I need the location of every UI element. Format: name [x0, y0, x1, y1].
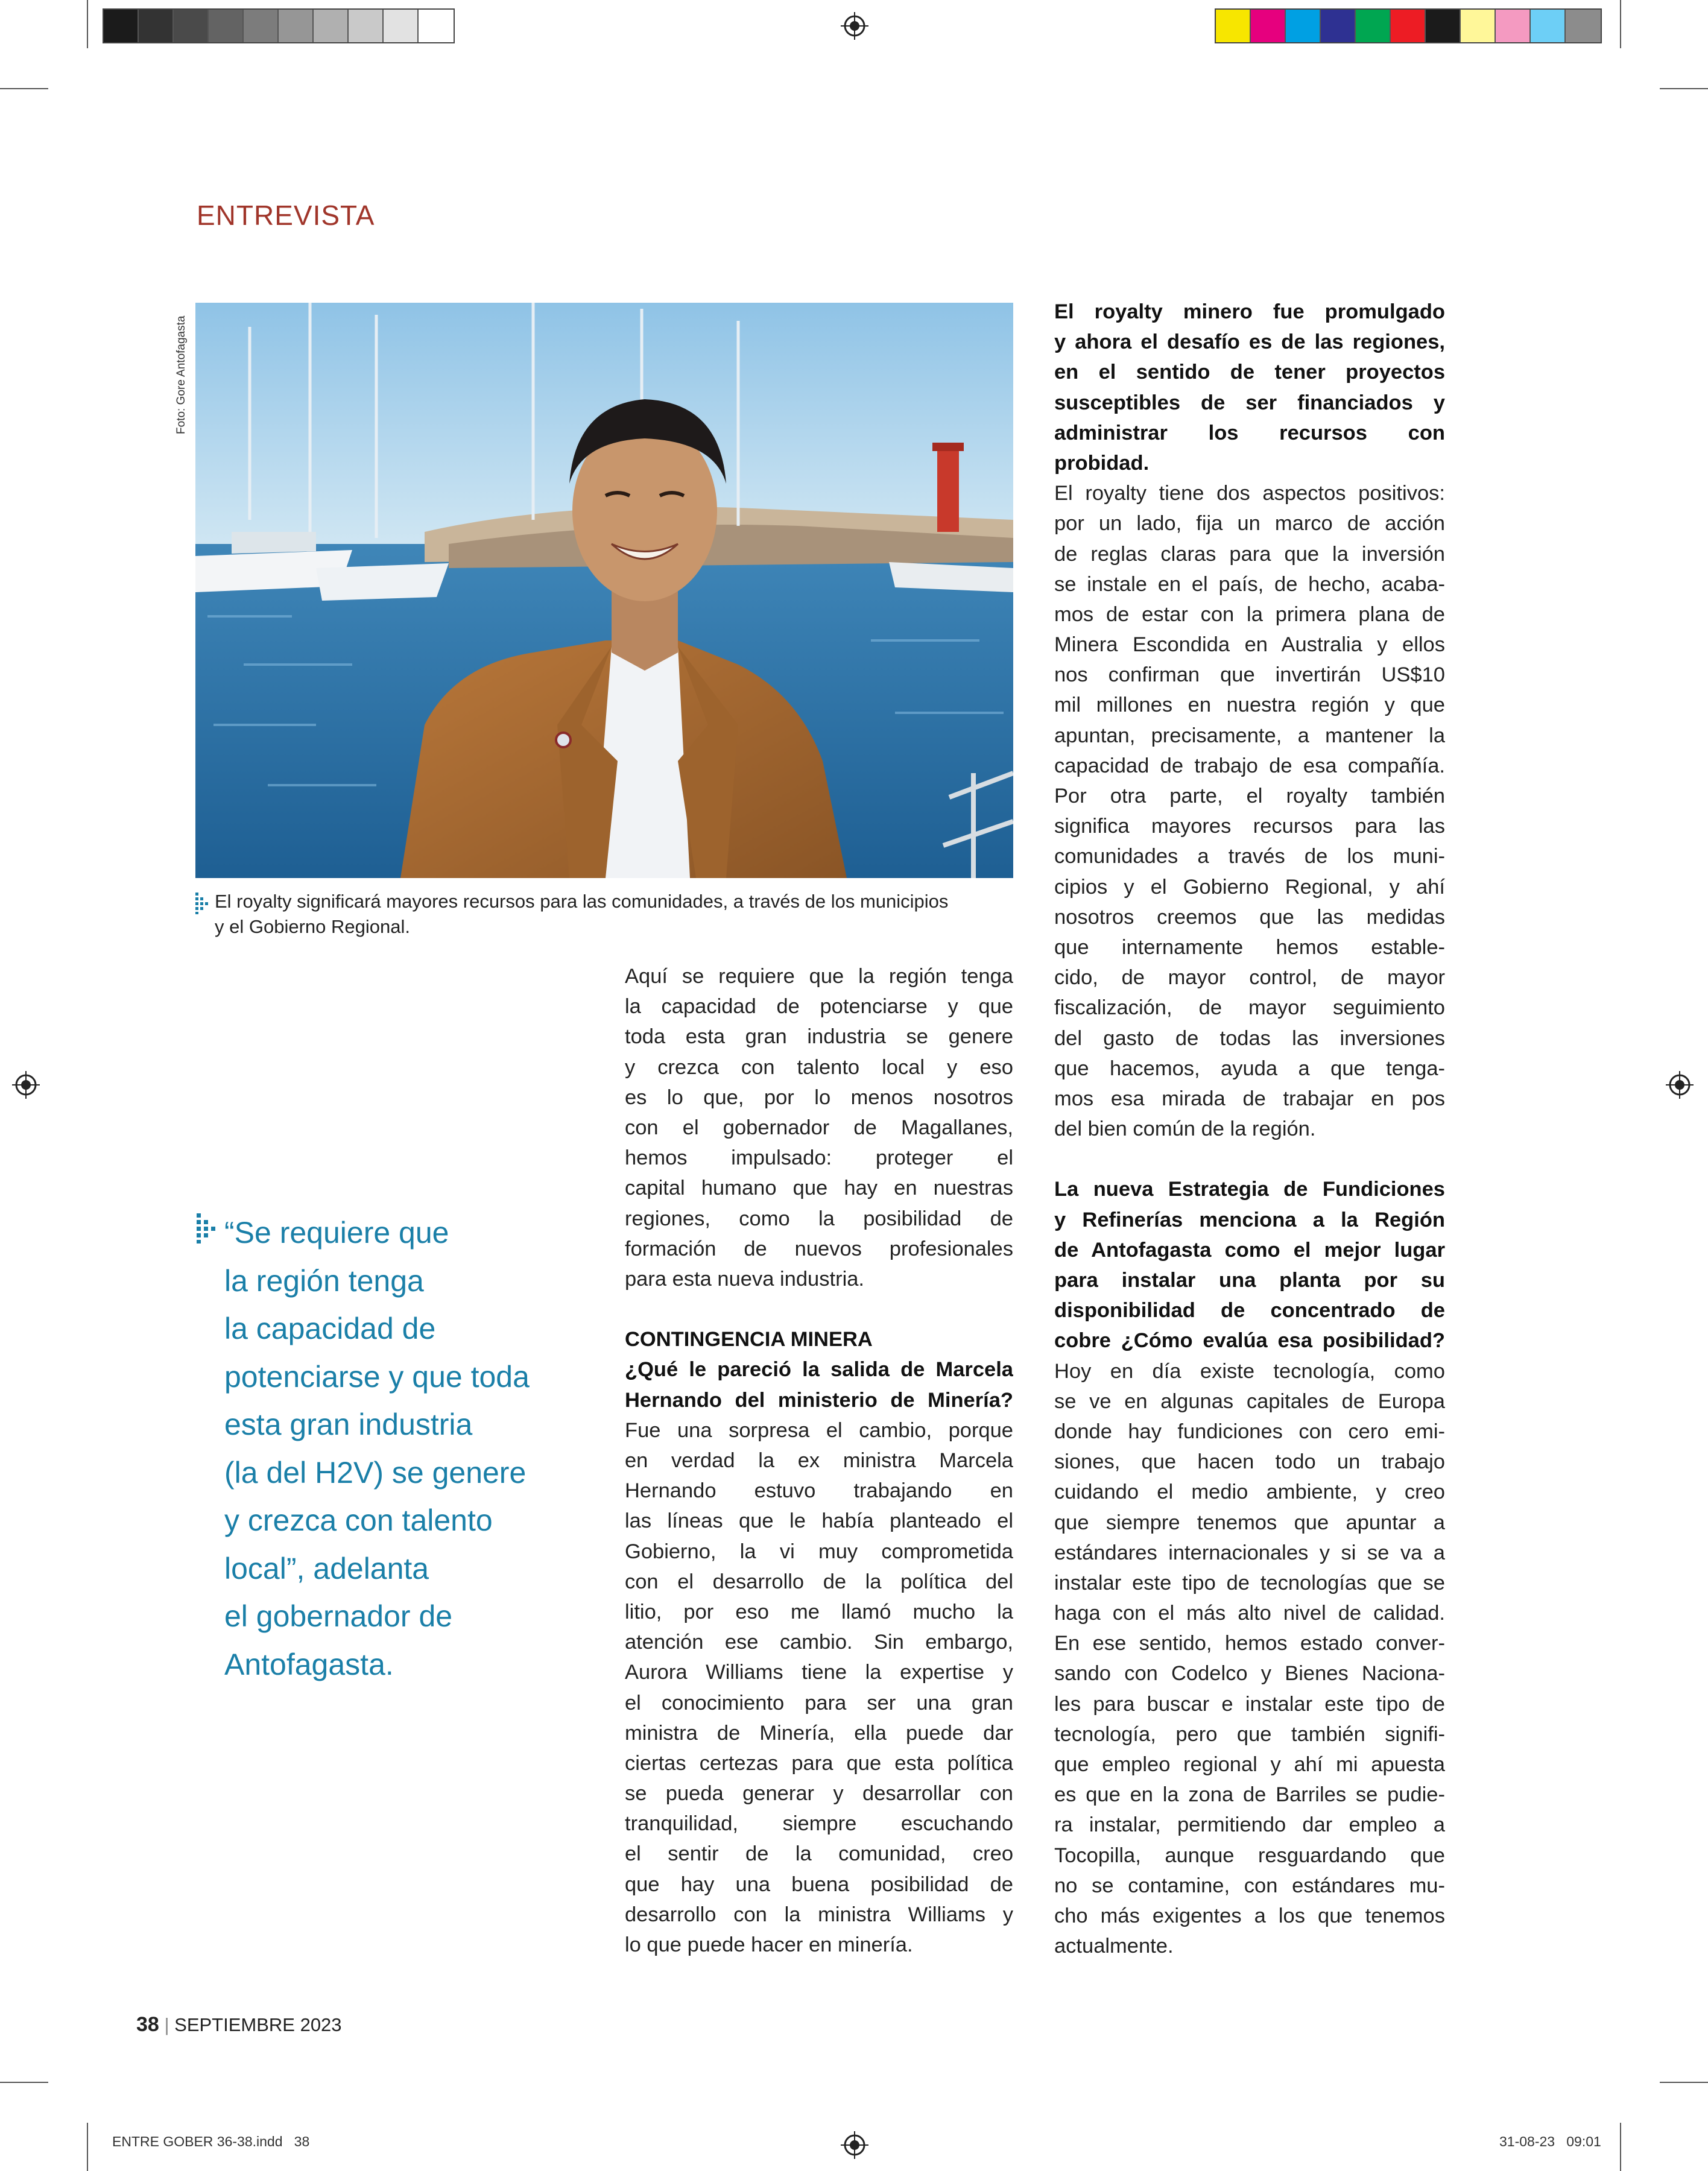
- text-line: atención ese cambio. Sin embargo,: [625, 1631, 1013, 1654]
- text-line: mos esa mirada de trabajar en pos: [1054, 1087, 1445, 1110]
- color-swatch: [384, 10, 419, 42]
- paragraph: [1054, 478, 1445, 1144]
- caption-line: El royalty significará mayores recursos para las comunidades, a través de los municipios: [215, 891, 949, 912]
- color-swatch: [1426, 10, 1461, 42]
- registration-mark-icon: [12, 1071, 40, 1099]
- text-line: Aquí se requiere que la región tenga: [625, 965, 1013, 988]
- color-swatch: [174, 10, 209, 42]
- text-line: las líneas que le había planteado el: [625, 1509, 1013, 1533]
- pull-quote-line: potenciarse y que toda: [224, 1359, 530, 1394]
- text-line: estándares internacionales y si se va a: [1054, 1541, 1445, 1564]
- text-line: significa mayores recursos para las: [1054, 815, 1445, 838]
- color-swatch: [1251, 10, 1286, 42]
- quote-bullet-icon: [197, 1213, 217, 1244]
- text-line: regiones, como la posibilidad de: [625, 1207, 1013, 1230]
- crop-mark: [87, 2123, 88, 2171]
- crop-mark: [1660, 88, 1708, 89]
- text-line: En ese sentido, hemos estado conver-: [1054, 1632, 1445, 1655]
- question-line: El royalty minero fue promulgado: [1054, 300, 1445, 323]
- text-line: cuidando el medio ambiente, y creo: [1054, 1481, 1445, 1504]
- text-line: Tocopilla, aunque resguardando que: [1054, 1844, 1445, 1867]
- text-line: les para buscar e instalar este tipo de: [1054, 1692, 1445, 1716]
- question: [1054, 297, 1445, 478]
- page-folio: [136, 2013, 342, 2037]
- question-line: susceptibles de ser financiados y: [1054, 391, 1445, 414]
- gray-calibration-bar: [103, 8, 455, 43]
- text-line: Aurora Williams tiene la expertise y: [625, 1661, 1013, 1684]
- color-swatch: [209, 10, 244, 42]
- text-line: es que en la zona de Barriles se pudie-: [1054, 1783, 1445, 1807]
- issue-date: SEPTIEMBRE 2023: [174, 2014, 342, 2035]
- question-line: en el sentido de tener proyectos: [1054, 361, 1445, 384]
- text-line: la capacidad de potenciarse y que: [625, 995, 1013, 1019]
- question-line: probidad.: [1054, 451, 1150, 475]
- text-line: con el gobernador de Magallanes,: [625, 1116, 1013, 1139]
- text-line: tranquilidad, siempre escuchando: [625, 1812, 1013, 1836]
- crop-mark: [87, 0, 88, 48]
- color-swatch: [1496, 10, 1531, 42]
- text-line: apuntan, precisamente, a mantener la: [1054, 724, 1445, 747]
- text-line: que internamente hemos estable-: [1054, 935, 1445, 959]
- text-line: con el desarrollo de la política del: [625, 1570, 1013, 1593]
- color-swatch: [349, 10, 384, 42]
- text-line: cipios y el Gobierno Regional, y ahí: [1054, 875, 1445, 899]
- photo-caption: [215, 889, 1014, 940]
- text-line: el conocimiento para ser una gran: [625, 1691, 1013, 1714]
- text-line: ministra de Minería, ella puede dar: [625, 1721, 1013, 1745]
- question-line: y Refinerías menciona a la Región: [1054, 1208, 1445, 1231]
- color-swatch: [1321, 10, 1356, 42]
- question-line: disponibilidad de concentrado de: [1054, 1299, 1445, 1323]
- text-line: litio, por eso me llamó mucho la: [625, 1600, 1013, 1623]
- print-slug-date: 31-08-23 09:01: [1499, 2134, 1601, 2149]
- text-line: Hoy en día existe tecnología, como: [1054, 1359, 1445, 1383]
- pull-quote-line: la región tenga: [224, 1263, 424, 1298]
- pull-quote-line: “Se requiere que: [224, 1216, 449, 1250]
- question: [1054, 1174, 1445, 1356]
- text-line: se ve en algunas capitales de Europa: [1054, 1389, 1445, 1413]
- text-line: Minera Escondida en Australia y ellos: [1054, 633, 1445, 657]
- text-line: nosotros creemos que las medidas: [1054, 905, 1445, 929]
- text-line: por un lado, fija un marco de acción: [1054, 512, 1445, 536]
- crop-mark: [1620, 0, 1621, 48]
- caption-line: y el Gobierno Regional.: [215, 916, 410, 937]
- text-line: fiscalización, de mayor seguimiento: [1054, 996, 1445, 1020]
- color-calibration-bar: [1215, 8, 1602, 43]
- question-line: de Antofagasta como el mejor lugar: [1054, 1238, 1445, 1262]
- pull-quote-line: (la del H2V) se genere: [224, 1455, 527, 1490]
- registration-mark-icon: [841, 12, 868, 40]
- text-line: que hay una buena posibilidad de: [625, 1872, 1013, 1896]
- question-line: cobre ¿Cómo evalúa esa posibilidad?: [1054, 1329, 1445, 1353]
- text-line: del bien común de la región.: [1054, 1117, 1316, 1141]
- body-column-middle: [625, 961, 1013, 1960]
- page-number: 38: [136, 2013, 159, 2036]
- question-line: Hernando del ministerio de Minería?: [625, 1388, 1013, 1412]
- text-line: donde hay fundiciones con cero emi-: [1054, 1420, 1445, 1443]
- crop-mark: [0, 2082, 48, 2083]
- text-line: para esta nueva industria.: [625, 1267, 865, 1291]
- question-line: ¿Qué le pareció la salida de Marcela: [625, 1358, 1013, 1382]
- pull-quote-line: el gobernador de: [224, 1599, 453, 1633]
- color-swatch: [419, 10, 454, 42]
- text-line: del gasto de todas las inversiones: [1054, 1026, 1445, 1050]
- pull-quote-line: Antofagasta.: [224, 1647, 394, 1681]
- text-line: que hacemos, ayuda a que tenga-: [1054, 1057, 1445, 1080]
- text-line: El royalty tiene dos aspectos positivos:: [1054, 482, 1445, 505]
- caption-bullet-icon: [195, 893, 209, 914]
- text-line: tecnología, pero que también signifi-: [1054, 1722, 1445, 1746]
- text-line: de reglas claras para que la inversión: [1054, 542, 1445, 566]
- color-swatch: [1566, 10, 1601, 42]
- color-swatch: [104, 10, 139, 42]
- text-line: mos de estar con la primera plana de: [1054, 602, 1445, 626]
- section-subhead: CONTINGENCIA MINERA: [625, 1328, 873, 1351]
- paragraph: [625, 1415, 1013, 1960]
- text-line: lo que puede hacer en minería.: [625, 1933, 913, 1956]
- text-line: formación de nuevos profesionales: [625, 1237, 1013, 1260]
- text-line: actualmente.: [1054, 1935, 1174, 1958]
- pull-quote-line: la capacidad de: [224, 1312, 436, 1345]
- text-line: es lo que, por lo menos nosotros: [625, 1086, 1013, 1109]
- crop-mark: [0, 88, 48, 89]
- print-slug-file: ENTRE GOBER 36-38.indd 38: [112, 2134, 310, 2149]
- photo-credit: Foto: Gore Antofagasta: [175, 315, 188, 434]
- text-line: haga con el más alto nivel de calidad.: [1054, 1602, 1445, 1625]
- paragraph: [1054, 1356, 1445, 1962]
- text-line: Gobierno, la vi muy comprometida: [625, 1540, 1013, 1563]
- crop-mark: [1660, 2082, 1708, 2083]
- registration-mark-icon: [841, 2131, 868, 2159]
- text-line: se instale en el país, de hecho, acaba-: [1054, 572, 1445, 596]
- text-line: sando con Codelco y Bienes Naciona-: [1054, 1662, 1445, 1686]
- text-line: hemos impulsado: proteger el: [625, 1146, 1013, 1170]
- question-line: y ahora el desafío es de las regiones,: [1054, 330, 1445, 354]
- text-line: no se contamine, con estándares mu-: [1054, 1874, 1445, 1897]
- text-line: nos confirman que invertirán US$10: [1054, 663, 1445, 687]
- text-line: en verdad la ex ministra Marcela: [625, 1449, 1013, 1472]
- text-line: capacidad de trabajo de esa compañía.: [1054, 754, 1445, 777]
- pull-quote-line: esta gran industria: [224, 1408, 473, 1441]
- color-swatch: [1356, 10, 1391, 42]
- text-line: capital humano que hay en nuestras: [625, 1177, 1013, 1200]
- body-column-right: [1054, 297, 1445, 1961]
- color-swatch: [1216, 10, 1251, 42]
- text-line: que siempre tenemos que apuntar a: [1054, 1511, 1445, 1534]
- color-swatch: [1531, 10, 1566, 42]
- text-line: cho más exigentes a los que tenemos: [1054, 1904, 1445, 1927]
- section-label: ENTREVISTA: [197, 200, 375, 231]
- pull-quote-line: y crezca con talento: [224, 1503, 493, 1537]
- text-line: Por otra parte, el royalty también: [1054, 785, 1445, 807]
- crop-mark: [1620, 2123, 1621, 2171]
- color-swatch: [1391, 10, 1426, 42]
- text-line: se pueda generar y desarrollar con: [625, 1782, 1013, 1806]
- text-line: instalar este tipo de tecnologías que se: [1054, 1571, 1445, 1594]
- question-line: La nueva Estrategia de Fundiciones: [1054, 1178, 1445, 1201]
- color-swatch: [244, 10, 279, 42]
- text-line: siones, que hacen todo un trabajo: [1054, 1450, 1445, 1474]
- color-swatch: [1286, 10, 1321, 42]
- text-line: el sentir de la comunidad, creo: [625, 1842, 1013, 1866]
- question: [625, 1354, 1013, 1415]
- pull-quote-line: local”, adelanta: [224, 1551, 429, 1585]
- color-swatch: [279, 10, 314, 42]
- text-line: que empleo regional y ahí mi apuesta: [1054, 1753, 1445, 1776]
- color-swatch: [139, 10, 174, 42]
- text-line: comunidades a través de los muni-: [1054, 845, 1445, 868]
- paragraph: [625, 961, 1013, 1294]
- text-line: y crezca con talento local y eso: [625, 1055, 1013, 1079]
- text-line: Hernando estuvo trabajando en: [625, 1479, 1013, 1503]
- text-line: mil millones en nuestra región y que: [1054, 694, 1445, 717]
- color-swatch: [1461, 10, 1496, 42]
- color-swatch: [314, 10, 349, 42]
- interview-photo: [195, 303, 1013, 878]
- question-line: para instalar una planta por su: [1054, 1269, 1445, 1292]
- registration-mark-icon: [1666, 1071, 1694, 1099]
- text-line: ra instalar, permitiendo dar empleo a: [1054, 1813, 1445, 1837]
- folio-separator: |: [164, 2014, 169, 2035]
- text-line: Fue una sorpresa el cambio, porque: [625, 1418, 1013, 1442]
- question-line: administrar los recursos con: [1054, 421, 1445, 444]
- text-line: ciertas certezas para que esta política: [625, 1751, 1013, 1775]
- text-line: toda esta gran industria se genere: [625, 1025, 1013, 1049]
- pull-quote: [224, 1209, 586, 1689]
- text-line: desarrollo con la ministra Williams y: [625, 1903, 1013, 1926]
- text-line: cido, de mayor control, de mayor: [1054, 966, 1445, 990]
